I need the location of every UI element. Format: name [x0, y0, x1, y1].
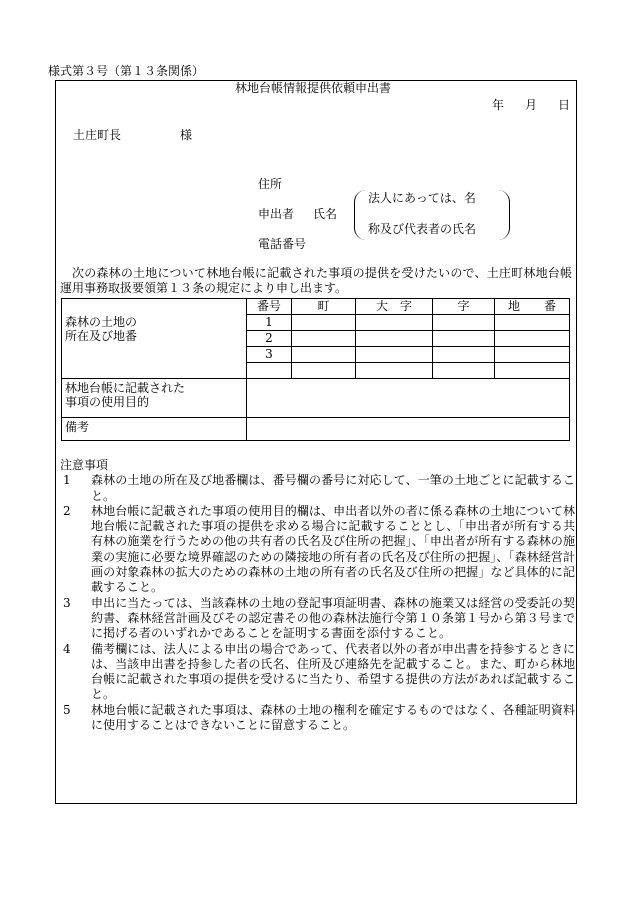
- header-aza: 字: [433, 299, 495, 315]
- purpose-label-cell: [62, 379, 247, 418]
- input-cell[interactable]: [433, 331, 495, 347]
- phone-label: 電話番号: [258, 237, 307, 251]
- land-table: [61, 298, 570, 441]
- bracket-right: [497, 190, 510, 240]
- name-label: 氏名: [313, 207, 338, 221]
- input-cell[interactable]: [292, 347, 356, 363]
- date-month-label: 月: [525, 98, 538, 112]
- remarks-label: 備考: [65, 420, 90, 434]
- note-number: 2: [63, 503, 71, 518]
- input-cell[interactable]: [356, 347, 433, 363]
- note-item: [60, 473, 575, 504]
- form-title: 林地台帳情報提供依頼申出書: [235, 81, 392, 95]
- note-text: 申出に当たっては、当該森林の土地の登記事項証明書、森林の施業又は経営の受委託の契約書、森林経営計画及びその認定書その他の森林法施行令第１０条第１号から第３号までに掲げる者のいずれかであることを証明する書面を添付すること。: [91, 595, 575, 641]
- date-day-label: 日: [558, 98, 571, 112]
- input-cell[interactable]: [495, 363, 570, 379]
- address-label: 住所: [258, 177, 283, 191]
- land-label-line2: 所在及び地番: [65, 329, 138, 344]
- note-number: 3: [63, 595, 71, 610]
- purpose-label-line2: 事項の使用目的: [65, 395, 150, 410]
- remarks-input[interactable]: [247, 418, 570, 441]
- note-text: 森林の土地の所在及び地番欄は、番号欄の番号に対応して、一筆の土地ごとに記載すること。: [91, 473, 575, 503]
- note-item: [60, 504, 575, 596]
- form-id: 様式第３号（第１３条関係）: [48, 64, 205, 78]
- date-year-label: 年: [492, 98, 505, 112]
- input-cell[interactable]: [433, 363, 495, 379]
- request-text: 次の森林の土地について林地台帳に記載された事項の提供を受けたいので、土庄町林地台帳運用事務取扱要領第１３条の規定により申し出ます。: [60, 266, 572, 295]
- input-cell[interactable]: [433, 315, 495, 331]
- header-town: 町: [292, 299, 356, 315]
- input-cell[interactable]: [495, 331, 570, 347]
- note-number: 1: [63, 473, 71, 488]
- row-number: 1: [247, 315, 292, 331]
- input-cell[interactable]: [356, 363, 433, 379]
- note-item: [60, 642, 575, 703]
- row-number: 2: [247, 331, 292, 347]
- note-text: 備考欄には、法人による申出の場合であって、代表者以外の者が申出書を持参するときには、当該申出書を持参した者の氏名、住所及び連絡先を記載すること。また、町から林地台帳に記載された事項の提供を受けるに当たり、希望する提供の方法があれば記載すること。: [91, 641, 575, 702]
- note-text: 林地台帳に記載された事項は、森林の土地の権利を確定するものではなく、各種証明資料に使用することはできないことに留意すること。: [91, 702, 575, 733]
- note-text: 林地台帳に記載された事項の使用目的欄は、申出者以外の者に係る森林の土地について林地台帳に記載された事項の提供を求める場合に記載することとし、「申出者が所有する共有林の施業を行うための他の共有者の氏名及び住所の把握」、「申出者が所有する森林の施業の実施に必要な境界確認のための隣接地の所有者の氏名及び住所の把握」、「森林経営計画の対象森林の拡大のための森林の土地の所有者の氏名及び住所の把握」など具体的に記載すること。: [91, 503, 575, 595]
- input-cell[interactable]: [356, 331, 433, 347]
- purpose-label-line1: 林地台帳に記載された: [65, 381, 186, 395]
- notes-section: [60, 458, 575, 733]
- input-cell[interactable]: [495, 315, 570, 331]
- row-number: 3: [247, 347, 292, 363]
- note-number: 5: [63, 702, 71, 717]
- input-cell[interactable]: [292, 331, 356, 347]
- header-oaza: 大 字: [356, 299, 433, 315]
- land-label-line1: 森林の土地の: [65, 315, 138, 329]
- remarks-label-cell: [62, 418, 247, 441]
- input-cell[interactable]: [433, 347, 495, 363]
- note-item: [60, 703, 575, 734]
- land-label-cell: [62, 299, 247, 379]
- input-cell[interactable]: [292, 315, 356, 331]
- note-item: [60, 596, 575, 642]
- applicant-label: 申出者: [258, 207, 295, 221]
- input-cell[interactable]: [495, 347, 570, 363]
- bracket-left: [354, 190, 367, 240]
- note-number: 4: [63, 641, 71, 656]
- header-lot-number: 地 番: [495, 299, 570, 315]
- addressee-honorific: 様: [180, 128, 193, 142]
- row-number: [247, 363, 292, 379]
- bracket-line2: 称及び代表者の氏名: [368, 222, 477, 236]
- input-cell[interactable]: [356, 315, 433, 331]
- bracket-line1: 法人にあっては、名: [368, 191, 476, 205]
- addressee-name: 土庄町長: [73, 128, 122, 142]
- input-cell[interactable]: [292, 363, 356, 379]
- purpose-input[interactable]: [247, 379, 570, 418]
- notes-heading: 注意事項: [60, 458, 109, 472]
- header-number: 番号: [247, 299, 292, 315]
